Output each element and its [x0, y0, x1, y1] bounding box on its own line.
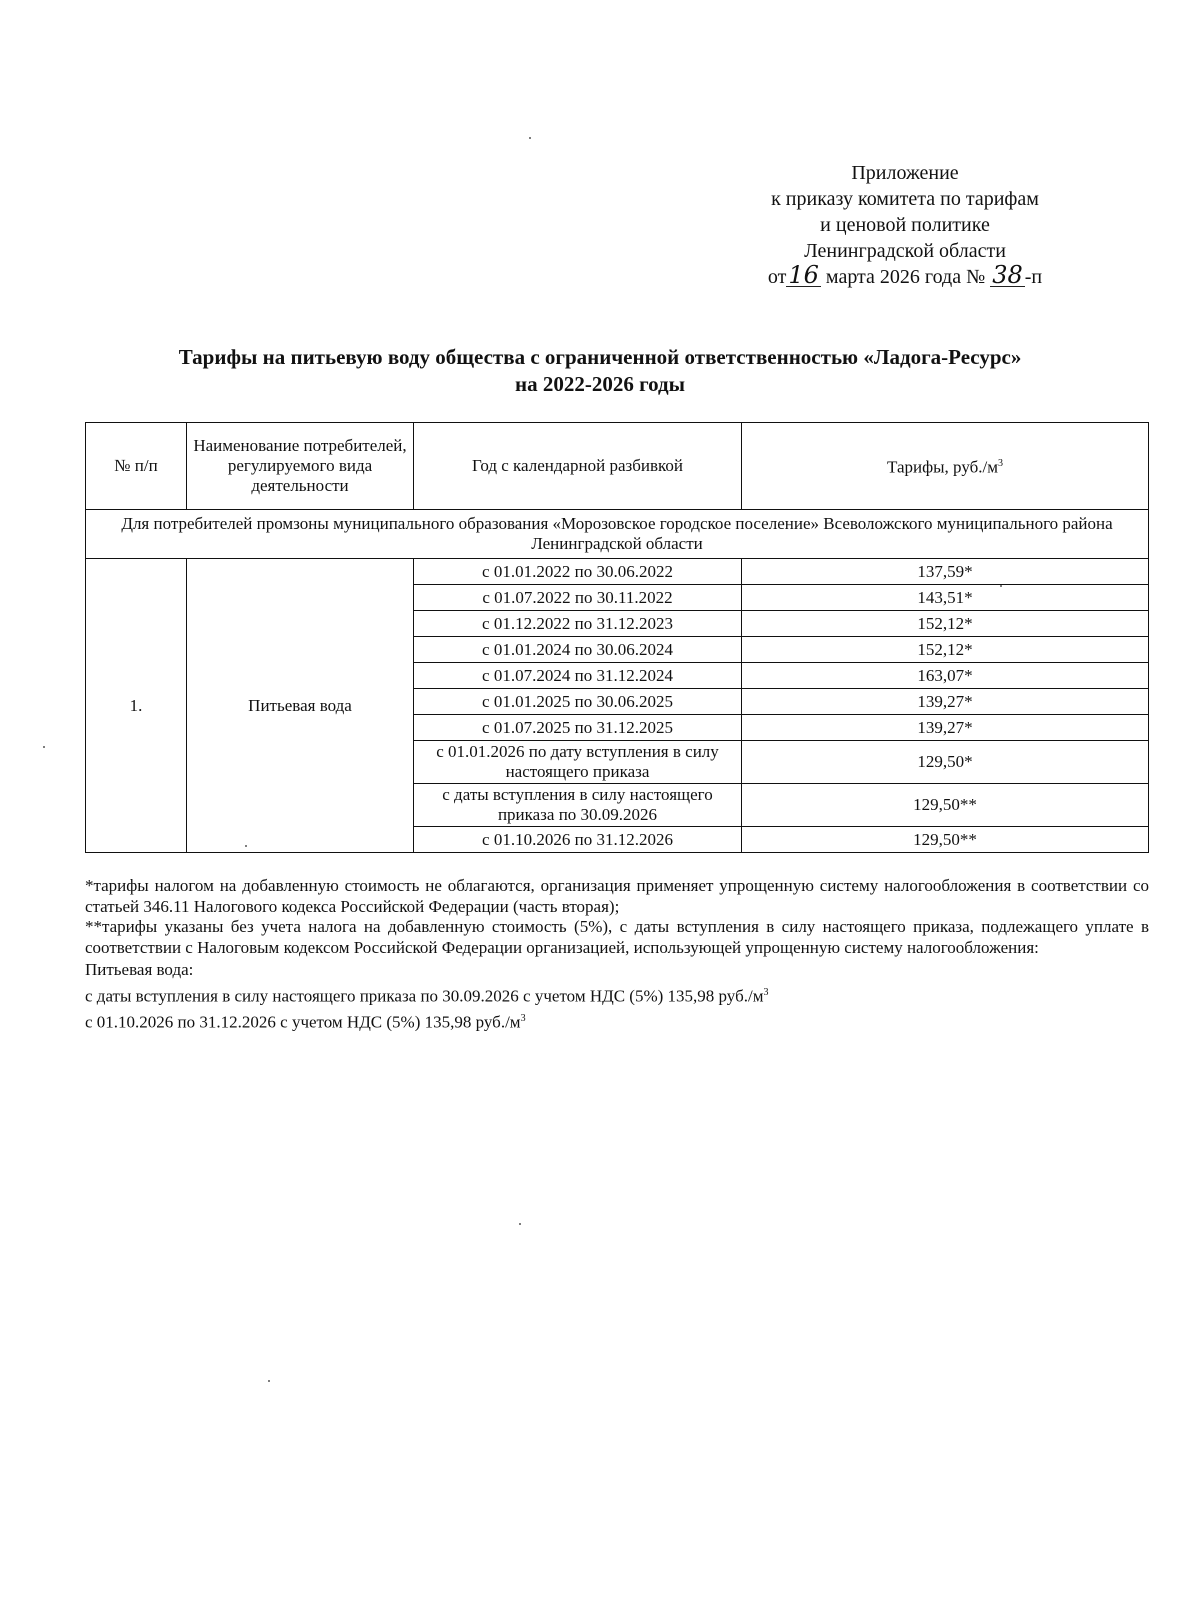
vat-line-a-text: с даты вступления в силу настоящего приказа по 30.09.2026 с учетом НДС (5%) 135,98 руб./м — [85, 986, 764, 1006]
header-num: № п/п — [86, 423, 187, 510]
period-cell: с 01.01.2022 по 30.06.2022 — [414, 559, 742, 585]
period-cell: с 01.01.2026 по дату вступления в силу настоящего приказа — [414, 741, 742, 784]
header-consumer: Наименование потребителей, регулируемого вида деятельности — [187, 423, 414, 510]
period-cell: с 01.07.2022 по 30.11.2022 — [414, 585, 742, 611]
period-cell: с 01.10.2026 по 31.12.2026 — [414, 827, 742, 853]
date-prefix: от — [767, 266, 787, 288]
scan-speck — [43, 746, 45, 748]
period-cell: с даты вступления в силу настоящего приказа по 30.09.2026 — [414, 784, 742, 827]
appendix-header — [720, 160, 1090, 290]
scan-speck — [519, 1223, 521, 1225]
tariff-cell: 137,59* — [742, 559, 1149, 585]
order-suffix: -п — [1024, 266, 1043, 288]
item-name: Питьевая вода — [187, 559, 414, 853]
footnote-double-star: **тарифы указаны без учета налога на добавленную стоимость (5%), с даты вступления в силу настоящего приказа, подлежащего уплате в соответствии с Налоговым кодексом Российской Федерации организацией, использующей упрощенную систему налогообложения: — [85, 917, 1149, 957]
tariff-cell: 143,51* — [742, 585, 1149, 611]
period-cell: с 01.07.2024 по 31.12.2024 — [414, 663, 742, 689]
group-label: Для потребителей промзоны муниципального образования «Морозовское городское поселение» Всеволожского муниципального района Ленинградской области — [86, 510, 1149, 559]
appendix-line4: Ленинградской области — [804, 240, 1006, 262]
order-number-handwritten: 38 — [992, 261, 1023, 289]
period-cell: с 01.01.2025 по 30.06.2025 — [414, 689, 742, 715]
scan-speck — [268, 1380, 270, 1382]
water-label: Питьевая вода: — [85, 960, 194, 979]
header-tariff-sup: 3 — [997, 458, 1003, 470]
period-cell: с 01.01.2024 по 30.06.2024 — [414, 637, 742, 663]
table-header-row — [86, 423, 1149, 510]
tariff-table — [85, 422, 1149, 853]
group-row — [86, 510, 1149, 559]
tariff-cell: 163,07* — [742, 663, 1149, 689]
vat-line-a — [85, 983, 1149, 1007]
vat-line-b-sup: 3 — [520, 1012, 526, 1024]
appendix-date-line — [720, 261, 1090, 290]
footnotes — [85, 876, 1149, 1033]
appendix-line2: к приказу комитета по тарифам — [771, 188, 1039, 210]
vat-line-b — [85, 1009, 1149, 1033]
tariff-cell: 152,12* — [742, 637, 1149, 663]
vat-line-a-sup: 3 — [763, 986, 769, 998]
appendix-line1: Приложение — [851, 162, 959, 184]
tariff-cell: 129,50** — [742, 827, 1149, 853]
header-tariff — [742, 423, 1149, 510]
appendix-line3: и ценовой политике — [820, 214, 990, 236]
period-cell: с 01.07.2025 по 31.12.2025 — [414, 715, 742, 741]
tariff-cell: 129,50* — [742, 741, 1149, 784]
tariff-cell: 152,12* — [742, 611, 1149, 637]
tariff-cell: 139,27* — [742, 715, 1149, 741]
table-row — [86, 559, 1149, 585]
header-period: Год с календарной разбивкой — [414, 423, 742, 510]
footnote-single-star: *тарифы налогом на добавленную стоимость не облагаются, организация применяет упрощенную систему налогообложения в соответствии со статьей 346.11 Налогового кодекса Российской Федерации (часть вторая); — [85, 876, 1149, 916]
tariff-cell: 139,27* — [742, 689, 1149, 715]
header-tariff-text: Тарифы, руб./м — [887, 457, 998, 477]
item-number: 1. — [86, 559, 187, 853]
title-line2: на 2022-2026 годы — [514, 372, 686, 396]
vat-line-b-text: с 01.10.2026 по 31.12.2026 с учетом НДС (5%) 135,98 руб./м — [85, 1012, 521, 1032]
date-day-handwritten: 16 — [788, 261, 819, 289]
title-line1: Тарифы на питьевую воду общества с ограниченной ответственностью «Ладога-Ресурс» — [178, 345, 1022, 369]
document-title — [60, 344, 1140, 398]
scan-speck — [529, 137, 531, 139]
tariff-cell: 129,50** — [742, 784, 1149, 827]
date-middle: марта 2026 года № — [825, 266, 986, 288]
period-cell: с 01.12.2022 по 31.12.2023 — [414, 611, 742, 637]
